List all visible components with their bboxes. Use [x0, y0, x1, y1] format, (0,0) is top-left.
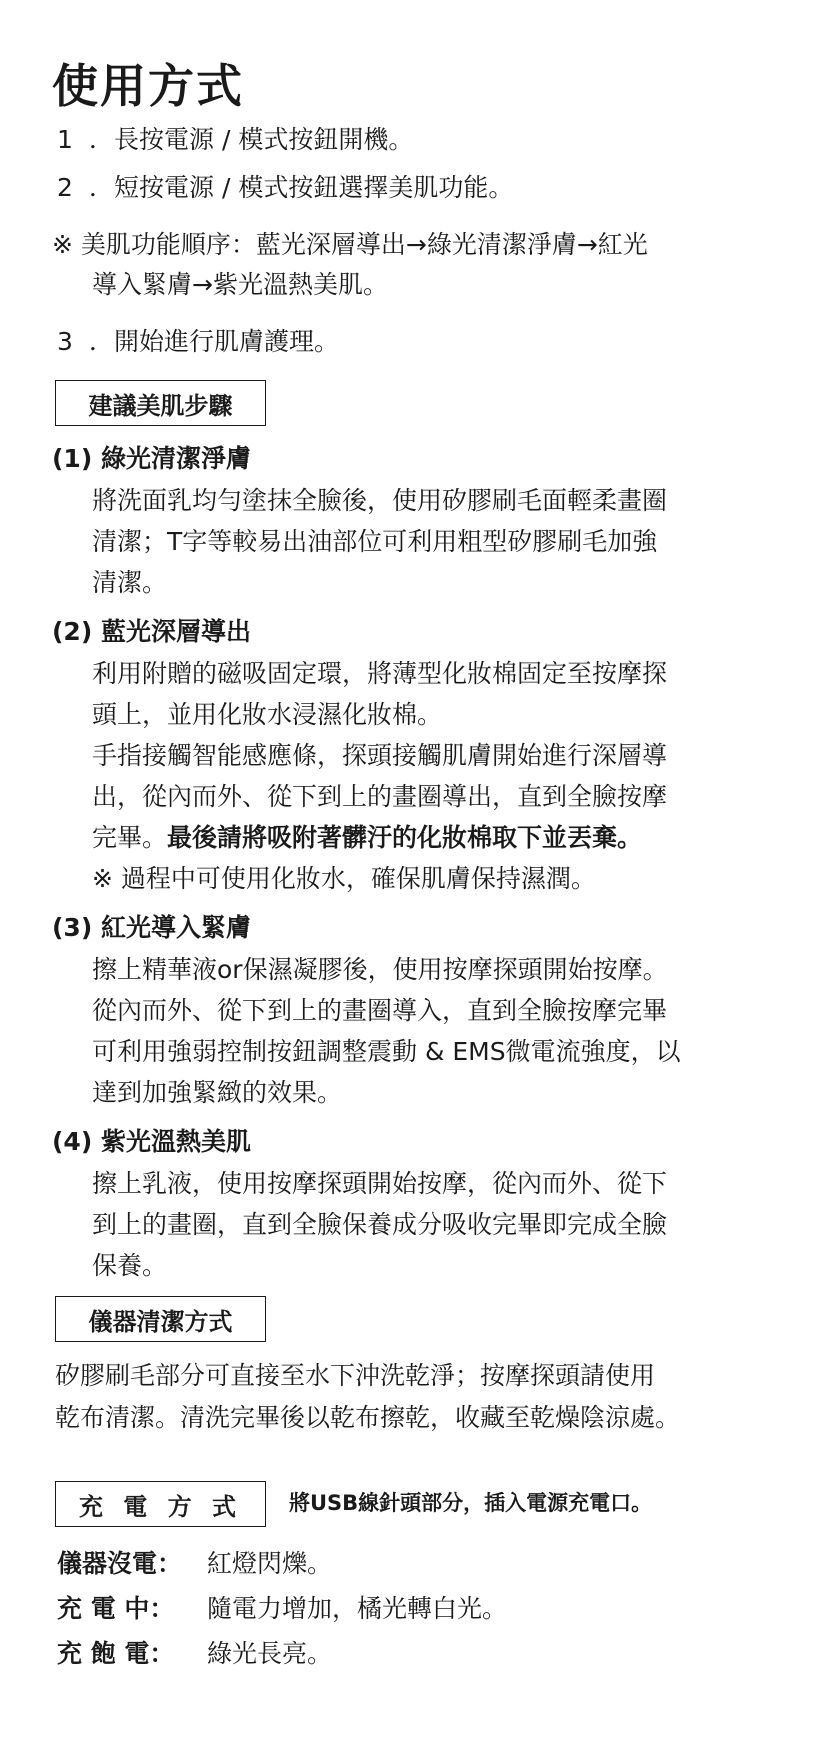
- section-heading-cleaning: 儀器清潔方式: [55, 1296, 266, 1342]
- section-heading-recommend: 建議美肌步驟: [55, 380, 266, 426]
- step-note: ※ 過程中可使用化妝水，確保肌膚保持濕潤。: [92, 864, 596, 893]
- charge-status-charging: 充 電 中： 隨電力增加，橘光轉白光。: [57, 1594, 508, 1623]
- step-line: 利用附贈的磁吸固定環，將薄型化妝棉固定至按摩探: [92, 659, 668, 688]
- step-line: 保養。: [92, 1251, 168, 1280]
- cleaning-line: 乾布清潔。清洗完畢後以乾布擦乾，收藏至乾燥陰涼處。: [55, 1403, 681, 1432]
- usage-step-3: 3 ．開始進行肌膚護理。: [57, 327, 340, 356]
- usage-step-1: 1 ．長按電源 / 模式按鈕開機。: [57, 125, 414, 154]
- cleaning-line: 矽膠刷毛部分可直接至水下沖洗乾淨；按摩探頭請使用: [55, 1361, 656, 1390]
- step-line: 達到加強緊緻的效果。: [92, 1078, 343, 1107]
- step-line: 到上的畫圈，直到全臉保養成分吸收完畢即完成全臉: [92, 1210, 668, 1239]
- step-line: 出，從內而外、從下到上的畫圈導出，直到全臉按摩: [92, 782, 668, 811]
- function-order-note: ※ 美肌功能順序：藍光深層導出→綠光清潔淨膚→紅光: [52, 230, 648, 259]
- step-line: 清潔。: [92, 568, 168, 597]
- step-line: 完畢。最後請將吸附著髒汙的化妝棉取下並丟棄。: [92, 823, 643, 852]
- charge-status-full: 充 飽 電： 綠光長亮。: [57, 1639, 333, 1668]
- page-title: 使用方式: [52, 59, 244, 113]
- usage-step-2: 2 ．短按電源 / 模式按鈕選擇美肌功能。: [57, 173, 514, 202]
- step-title-purple: (4) 紫光溫熱美肌: [52, 1127, 251, 1156]
- step-title-green: (1) 綠光清潔淨膚: [52, 444, 251, 473]
- step-title-blue: (2) 藍光深層導出: [52, 617, 251, 646]
- charging-note: 將USB線針頭部分，插入電源充電口。: [289, 1491, 653, 1515]
- step-line: 擦上乳液，使用按摩探頭開始按摩，從內而外、從下: [92, 1169, 668, 1198]
- step-title-red: (3) 紅光導入緊膚: [52, 913, 251, 942]
- step-line: 手指接觸智能感應條，探頭接觸肌膚開始進行深層導: [92, 741, 668, 770]
- warning-text: 最後請將吸附著髒汙的化妝棉取下並丟棄。: [167, 823, 643, 852]
- step-line: 可利用強弱控制按鈕調整震動 & EMS微電流強度，以: [92, 1037, 681, 1066]
- step-line: 將洗面乳均勻塗抹全臉後，使用矽膠刷毛面輕柔畫圈: [92, 486, 668, 515]
- step-line: 頭上，並用化妝水浸濕化妝棉。: [92, 700, 443, 729]
- step-line: 擦上精華液or保濕凝膠後，使用按摩探頭開始按摩。: [92, 955, 668, 984]
- step-line: 從內而外、從下到上的畫圈導入，直到全臉按摩完畢: [92, 996, 668, 1025]
- function-order-note-cont: 導入緊膚→紫光溫熱美肌。: [92, 270, 388, 299]
- charge-status-empty: 儀器沒電： 紅燈閃爍。: [57, 1549, 333, 1578]
- step-line: 清潔；T字等較易出油部位可利用粗型矽膠刷毛加強: [92, 527, 658, 556]
- section-heading-charging: 充 電 方 式: [55, 1481, 266, 1527]
